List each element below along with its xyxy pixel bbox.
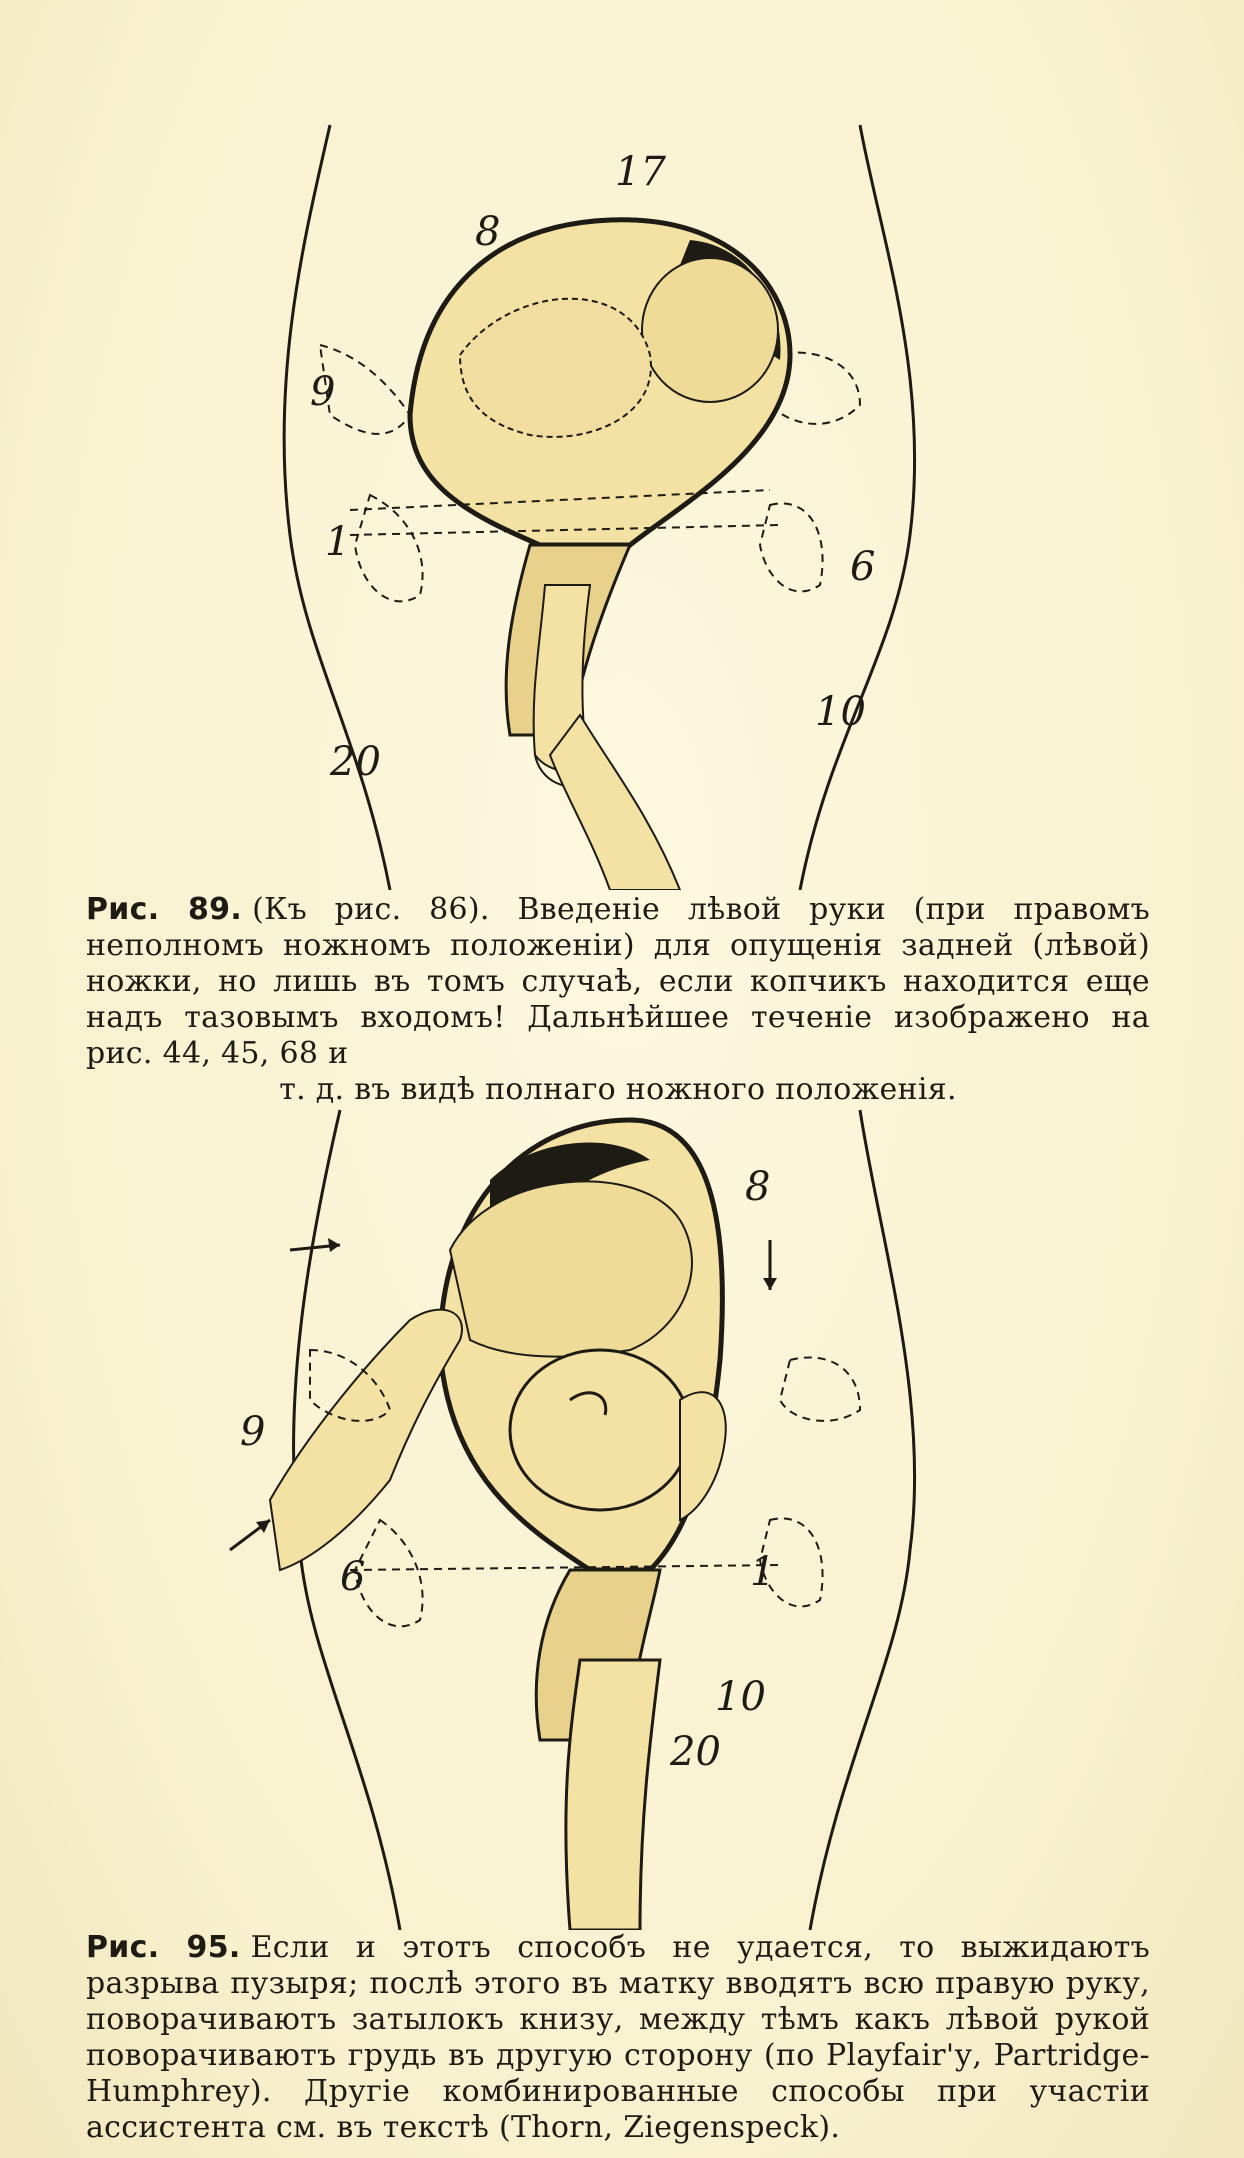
figure-95-caption (86, 1930, 1150, 2146)
figure-95-caption-text: Если и этотъ способъ не удается, то выжидаютъ разрыва пузыря; послѣ этого въ матку вводятъ всю правую руку, поворачиваютъ затылокъ книзу, между тѣмъ какъ лѣвой рукой поворачиваютъ грудь въ другую сторону (по Playfair'у, Partridge-Humphrey). Другіе комбинированные способы при участіи ассистента см. въ текстѣ (Thorn, Ziegenspeck). (86, 1930, 1150, 2145)
figure-89-drawing (210, 115, 1000, 890)
figure-89-label-6: 6 (850, 544, 876, 590)
figure-95-number: Рис. 95. (86, 1930, 241, 1965)
figure-95-label-9: 9 (240, 1409, 266, 1455)
figure-95-label-10: 10 (715, 1674, 766, 1720)
figure-89-label-1: 1 (325, 519, 351, 565)
figure-89-number: Рис. 89. (86, 892, 243, 927)
figure-89-label-8: 8 (475, 209, 501, 255)
figure-89-label-17: 17 (615, 149, 666, 195)
figure-95-label-6: 6 (340, 1554, 366, 1600)
figure-89-caption-last-line: т. д. въ видѣ полнаго ножного положенія. (279, 1072, 957, 1107)
figure-89-label-9: 9 (310, 369, 336, 415)
figure-95-label-8: 8 (745, 1164, 771, 1210)
figure-95-label-20: 20 (670, 1729, 721, 1775)
figure-89-illustration (210, 115, 1000, 890)
figure-89-label-20: 20 (330, 739, 381, 785)
figure-95-label-1: 1 (750, 1549, 776, 1595)
figure-95-illustration (210, 1100, 1000, 1930)
figure-89-caption-text: (Къ рис. 86). Введеніе лѣвой руки (при правомъ неполномъ ножномъ положеніи) для опущенія задней (лѣвой) ножки, но лишь въ томъ случаѣ, если копчикъ находится еще надъ тазовымъ входомъ! Дальнѣйшее теченіе изображено на рис. 44, 45, 68 и (86, 892, 1150, 1071)
figure-89-caption (86, 892, 1150, 1108)
figure-89-label-10: 10 (815, 689, 866, 735)
figure-95-drawing (210, 1100, 1000, 1930)
